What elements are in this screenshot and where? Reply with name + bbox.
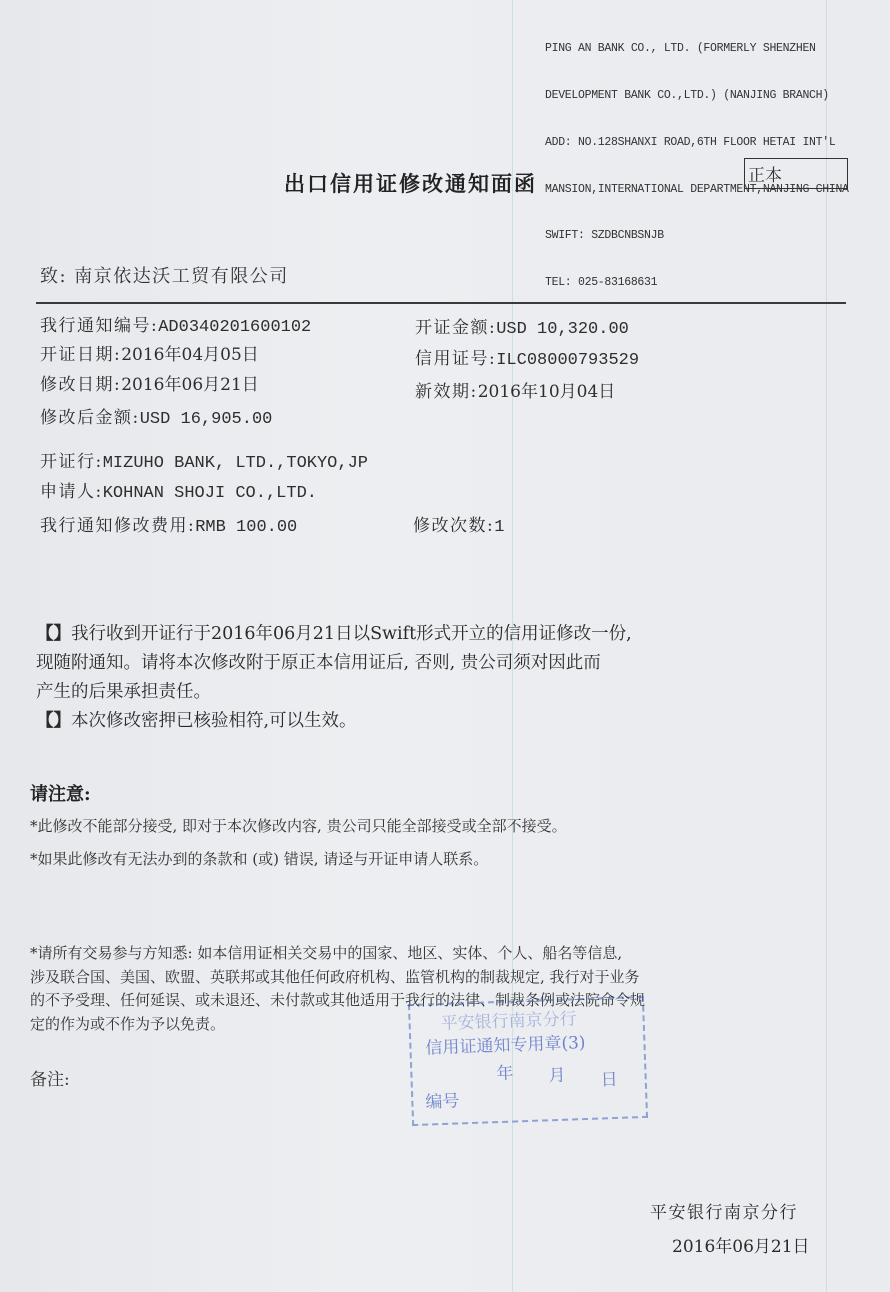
stamp-year: 年 — [496, 1063, 514, 1085]
copy-type-box: 正本 — [744, 158, 848, 189]
notice-item: *如果此修改有无法办到的条款和 (或) 错误, 请迳与开证申请人联系。 — [30, 850, 489, 868]
header-line: TEL: 025-83168631 — [545, 276, 658, 290]
stamp-purpose: 信用证通知专用章(3) — [425, 1032, 586, 1059]
signature-date: 2016年06月21日 — [672, 1237, 810, 1257]
field-amended-amount: 修改后金额:USD 16,905.00 — [40, 408, 273, 429]
header-line: DEVELOPMENT BANK CO.,LTD.) (NANJING BRANCH) — [545, 88, 829, 102]
field-lc-no: 信用证号:ILC08000793529 — [415, 349, 640, 370]
sanctions-disclaimer: *请所有交易参与方知悉: 如本信用证相关交易中的国家、地区、实体、个人、船名等信息, 涉及联合国、美国、欧盟、英联邦或其他任何政府机构、监管机构的制裁规定, 我行对于业务 的不予受理、任何延误、或未退还、未付款或其他适用于我行的法律、制裁条例或法院命令规 定的作为或不作为予以免责。 — [30, 944, 646, 1033]
stamp-month: 月 — [548, 1065, 566, 1087]
stamp-bank-name: 平安银行南京分行 — [440, 1009, 577, 1035]
header-line: MANSION,INTERNATIONAL DEPARTMENT,NANJING CHINA — [545, 182, 849, 196]
recipient-line: 致: 南京依达沃工贸有限公司 — [40, 266, 289, 287]
stamp-day: 日 — [600, 1069, 619, 1091]
divider-rule — [36, 302, 846, 304]
bank-stamp — [408, 996, 648, 1126]
field-lc-amount: 开证金额:USD 10,320.00 — [415, 318, 629, 339]
field-amend-date: 修改日期:2016年06月21日 — [40, 375, 259, 395]
signature-bank: 平安银行南京分行 — [650, 1203, 798, 1223]
field-amend-fee: 我行通知修改费用:RMB 100.00 — [40, 516, 298, 537]
stamp-serial: 编号 — [425, 1091, 460, 1113]
field-issue-date: 开证日期:2016年04月05日 — [40, 345, 259, 365]
field-new-expiry: 新效期:2016年10月04日 — [415, 382, 616, 402]
header-line: PING AN BANK CO., LTD. (FORMERLY SHENZHEN — [545, 42, 816, 56]
field-applicant: 申请人:KOHNAN SHOJI CO.,LTD. — [40, 482, 317, 503]
checkbox-receipt: 【】 — [36, 624, 71, 644]
document-title: 出口信用证修改通知面函 — [284, 171, 537, 196]
amendment-receipt-paragraph: 【】我行收到开证行于2016年06月21日以Swift形式开立的信用证修改一份, 现随附通知。请将本次修改附于原正本信用证后, 否则, 贵公司须对因此而 产生的后果承担责任。 【】本次修改密押已核验相符,可以生效。 — [36, 624, 632, 731]
header-line: SWIFT: SZDBCNBSNJB — [545, 229, 664, 243]
field-issuing-bank: 开证行:MIZUHO BANK, LTD.,TOKYO,JP — [40, 452, 368, 473]
notice-title: 请注意: — [30, 784, 91, 805]
field-amend-count: 修改次数:1 — [413, 516, 505, 537]
field-notice-no: 我行通知编号:AD0340201600102 — [40, 316, 312, 337]
header-line: ADD: NO.128SHANXI ROAD,6TH FLOOR HETAI INT'L — [545, 135, 836, 149]
remark-label: 备注: — [30, 1070, 70, 1090]
notice-item: *此修改不能部分接受, 即对于本次修改内容, 贵公司只能全部接受或全部不接受。 — [30, 817, 567, 835]
checkbox-verified: 【】 — [36, 711, 71, 731]
